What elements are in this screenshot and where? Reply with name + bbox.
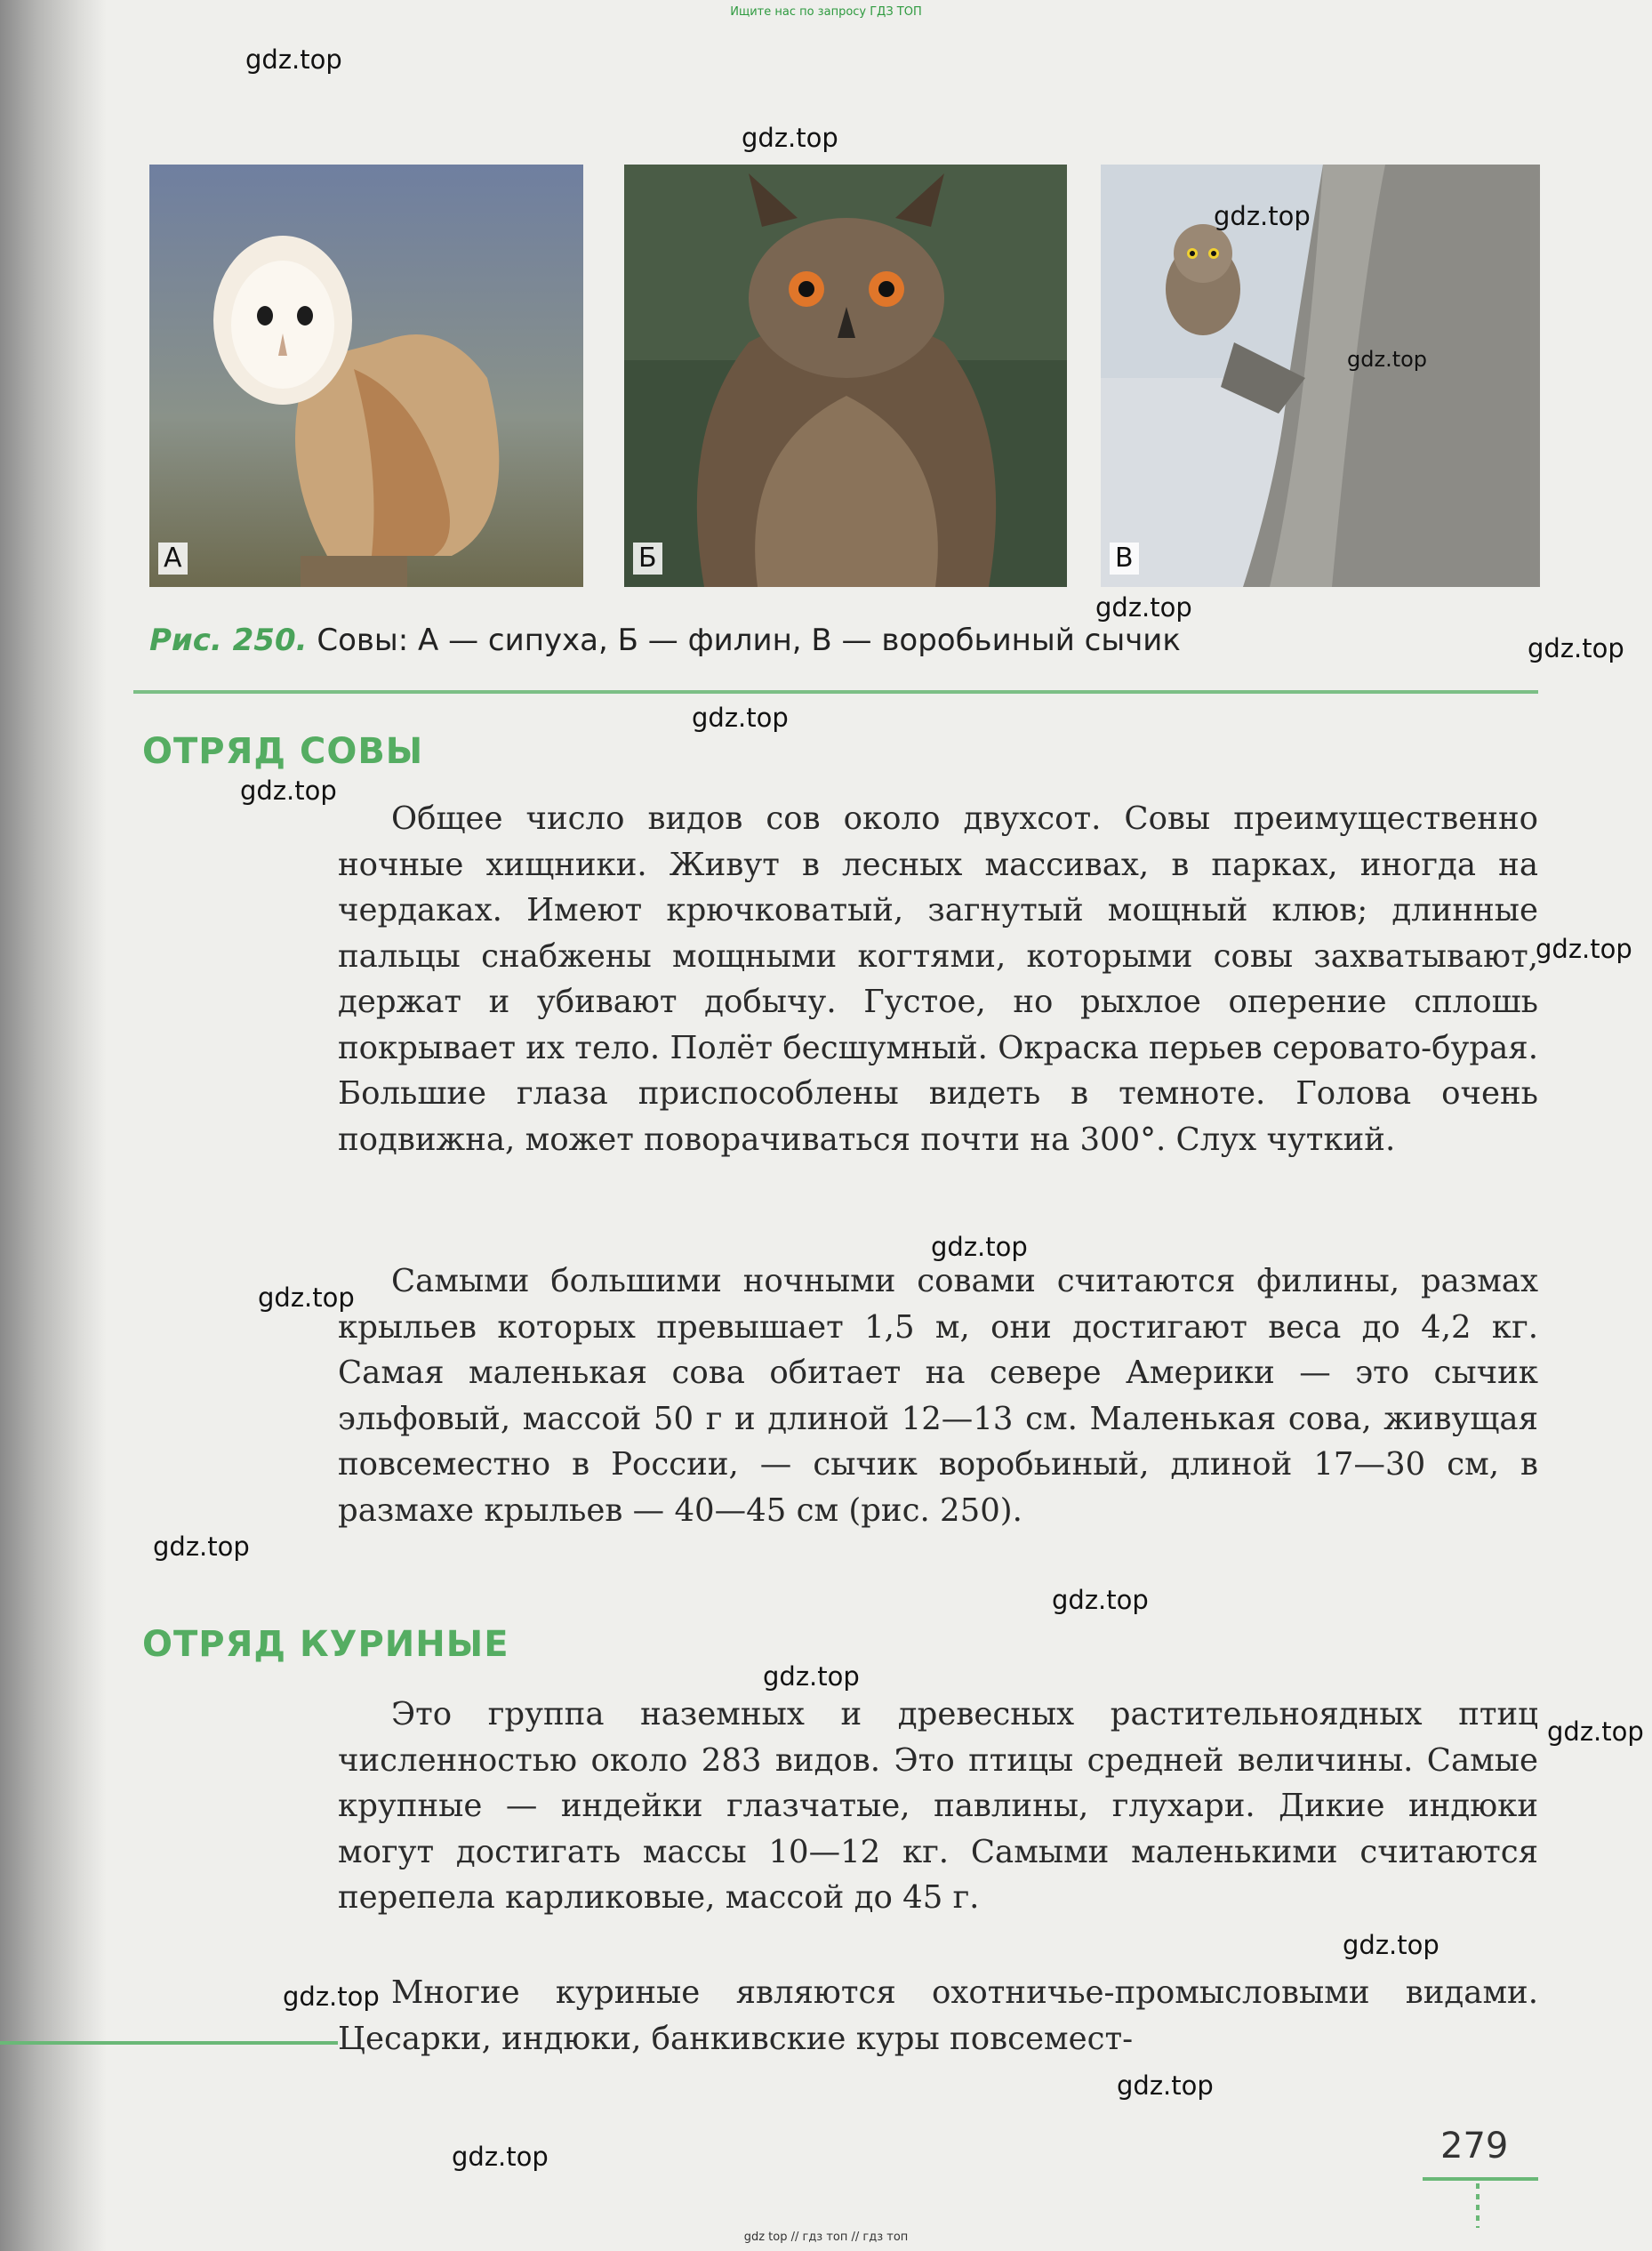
photo-letter-a: А (158, 543, 188, 575)
watermark: gdz.top (1214, 201, 1311, 231)
figure-caption-text: Совы: А — сипуха, Б — филин, В — воробьиный сычик (307, 623, 1181, 658)
watermark: gdz.top (763, 1661, 860, 1692)
page-number-rule (1423, 2177, 1538, 2181)
left-green-rule (0, 2041, 338, 2045)
page-number: 279 (1440, 2126, 1509, 2167)
photo-letter-b: Б (633, 543, 662, 575)
pygmy-owl-illustration (1101, 165, 1540, 587)
owls-paragraph-1: Общее число видов сов около двухсот. Совы преимущественно ночные хищники. Живут в лесных массивах, в парках, иногда на чердаках. Имеют крючковатый, загнутый мощный клюв; длинные пальцы снабжены мощными когтями, которыми совы захватывают, держат и убивают добычу. Густое, но рыхлое оперение сплошь покрывает их тело. Полёт бесшумный. Окраска перьев серовато-бурая. Большие глаза приспособлены видеть в темноте. Голова очень подвижна, может поворачиваться почти на 300°. Слух чуткий. (338, 800, 1538, 1158)
watermark: gdz.top (240, 776, 337, 806)
barn-owl-illustration (149, 165, 583, 587)
galliformes-paragraph-1: Это группа наземных и древесных растительноядных птиц численностью около 283 видов. Это птицы средней величины. Самые крупные — индейки глазчатые, павлины, глухари. Дикие индюки могут достигать массы 10—12 кг. Самыми маленькими считаются перепела карликовые, массой до 45 г. (338, 1696, 1538, 1916)
figure-number: Рис. 250. (149, 623, 308, 658)
watermark: gdz.top (1052, 1585, 1149, 1615)
watermark: gdz.top (153, 1531, 250, 1562)
photo-letter-c: В (1110, 543, 1139, 575)
bottom-notice: gdz top // гдз топ // гдз топ (743, 2231, 909, 2244)
photo-pygmy-owl (1101, 165, 1540, 587)
book-binding-shadow (0, 0, 107, 2251)
eagle-owl-illustration (624, 165, 1067, 587)
top-notice: Ищите нас по запросу ГДЗ ТОП (730, 5, 922, 19)
watermark: gdz.top (1117, 2070, 1214, 2101)
watermark: gdz.top (452, 2142, 549, 2172)
section-heading-owls: ОТРЯД СОВЫ (142, 731, 424, 772)
photo-eagle-owl (624, 165, 1067, 587)
watermark: gdz.top (692, 703, 789, 733)
watermark: gdz.top (283, 1982, 380, 2012)
watermark: gdz.top (245, 44, 342, 75)
galliformes-paragraph-2: Многие куриные являются охотничье-промысловыми видами. Цесарки, индюки, банкивские куры повсемест- (338, 1974, 1538, 2057)
watermark: gdz.top (1547, 1716, 1644, 1747)
watermark: gdz.top (1343, 1930, 1439, 1960)
page-number-dots (1476, 2183, 1480, 2228)
section-heading-galliformes: ОТРЯД КУРИНЫЕ (142, 1624, 509, 1665)
watermark: gdz.top (1095, 592, 1192, 623)
watermark: gdz.top (1528, 633, 1624, 663)
watermark: gdz.top (1536, 934, 1632, 964)
watermark: gdz.top (1347, 347, 1428, 372)
watermark: gdz.top (258, 1282, 355, 1313)
owls-paragraph-2: Самыми большими ночными совами считаются филины, размах крыльев которых превышает 1,5 м, они достигают веса до 4,2 кг. Самая маленькая сова обитает на севере Америки — это сычик эльфовый, массой 50 г и длиной 12—13 см. Маленькая сова, живущая повсеместно в России, — сычик воробьиный, длиной 17—30 см, в размахе крыльев — 40—45 см (рис. 250). (338, 1263, 1538, 1529)
caption-divider (133, 690, 1538, 694)
watermark: gdz.top (742, 123, 838, 153)
figure-caption (149, 623, 1536, 658)
watermark: gdz.top (931, 1232, 1028, 1262)
photo-barn-owl (149, 165, 583, 587)
